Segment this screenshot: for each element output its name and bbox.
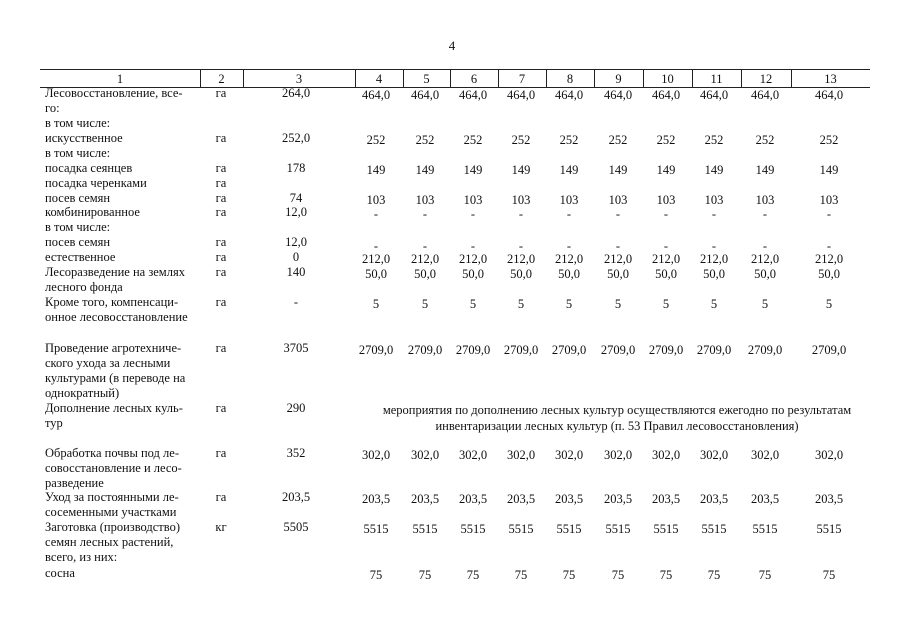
year-value-cell: 212,0 [651,252,681,266]
baseline-value-cell: 12,0 [285,205,307,219]
year-value-cell: 5 [614,297,622,311]
year-value-cell: 5 [372,297,380,311]
year-value-cell: 252 [463,133,483,147]
year-value-cell: 149 [704,163,724,177]
row-label: Заготовка (производство) [45,520,181,534]
year-value-cell: 212,0 [554,252,584,266]
year-value-cell: 50,0 [414,267,436,281]
year-value-cell: 212,0 [603,252,633,266]
year-value-cell: 203,5 [750,492,780,506]
year-value-cell: 212,0 [410,252,440,266]
year-value-cell: 5 [761,297,769,311]
year-value-cell: 75 [418,568,432,582]
year-value-cell: 302,0 [361,448,391,462]
year-value-cell: 149 [511,163,531,177]
year-value-cell: 103 [608,193,628,207]
year-value-cell: 2709,0 [747,343,783,357]
year-value-cell: 75 [562,568,576,582]
year-value-cell: 5 [565,297,573,311]
year-value-cell: 75 [822,568,836,582]
year-value-cell: 5 [710,297,718,311]
baseline-value-cell: 252,0 [281,131,311,145]
year-value-cell: 2709,0 [696,343,732,357]
row-label: в том числе: [45,146,111,160]
row-label: искусственное [45,131,123,145]
year-value-cell: 2709,0 [358,343,394,357]
year-value-cell: 252 [608,133,628,147]
year-value-cell: 464,0 [506,88,536,102]
year-value-cell: 5515 [460,522,486,536]
year-value-cell: 2709,0 [811,343,847,357]
header-column-divider [450,69,451,87]
baseline-value-cell: 140 [286,265,306,279]
year-value-cell: 5 [825,297,833,311]
year-value-cell: - [711,239,717,253]
header-column-divider [791,69,792,87]
row-label: комбинированное [45,205,140,219]
baseline-value-cell: 3705 [283,341,309,355]
row-label: посев семян [45,235,111,249]
year-value-cell: 203,5 [458,492,488,506]
row-label: посадка сеянцев [45,161,133,175]
year-value-cell: - [762,207,768,221]
year-value-cell: 252 [366,133,386,147]
column-header-13: 13 [824,72,837,86]
unit-cell: га [215,490,227,504]
column-header-8: 8 [566,72,574,86]
year-value-cell: 203,5 [603,492,633,506]
year-value-cell: 203,5 [410,492,440,506]
year-value-cell: 103 [366,193,386,207]
column-header-1: 1 [116,72,124,86]
year-value-cell: 2709,0 [455,343,491,357]
baseline-value-cell: 203,5 [281,490,311,504]
year-value-cell: 149 [366,163,386,177]
year-value-cell: 50,0 [365,267,387,281]
year-value-cell: - [518,207,524,221]
year-value-cell: 464,0 [750,88,780,102]
year-value-cell: 103 [559,193,579,207]
year-value-cell: - [711,207,717,221]
year-value-cell: 103 [704,193,724,207]
year-value-cell: 302,0 [651,448,681,462]
unit-cell: га [215,446,227,460]
year-value-cell: 5515 [605,522,631,536]
column-header-3: 3 [295,72,303,86]
year-value-cell: 2709,0 [600,343,636,357]
year-value-cell: - [373,239,379,253]
unit-cell: кг [215,520,227,534]
row-label: Уход за постоянными ле- [45,490,179,504]
row-label: однократный) [45,386,120,400]
year-value-cell: 252 [415,133,435,147]
row-label: онное лесовосстановление [45,310,188,324]
year-value-cell: 149 [559,163,579,177]
year-value-cell: 50,0 [754,267,776,281]
header-column-divider [200,69,201,87]
year-value-cell: 252 [656,133,676,147]
year-value-cell: 50,0 [462,267,484,281]
year-value-cell: 464,0 [699,88,729,102]
year-value-cell: 75 [369,568,383,582]
baseline-value-cell: 264,0 [281,86,311,100]
row-label: Проведение агротехниче- [45,341,182,355]
year-value-cell: - [470,207,476,221]
year-value-cell: - [373,207,379,221]
year-value-cell: 302,0 [699,448,729,462]
row-label: семян лесных растений, [45,535,174,549]
column-header-12: 12 [759,72,773,86]
row-label: го: [45,101,60,115]
merged-note-cell: мероприятия по дополнению лесных культур осуществляются ежегодно по результатам инвентаризации лесных культур (п. 53 Правил лесовосстановления) [382,403,852,433]
year-value-cell: 5 [421,297,429,311]
year-value-cell: 252 [819,133,839,147]
row-label: сосеменными участками [45,505,177,519]
row-label: культурами (в переводе на [45,371,186,385]
column-header-11: 11 [710,72,723,86]
year-value-cell: 75 [707,568,721,582]
header-column-divider [643,69,644,87]
year-value-cell: 302,0 [506,448,536,462]
year-value-cell: 212,0 [458,252,488,266]
year-value-cell: 252 [559,133,579,147]
baseline-value-cell: 290 [286,401,306,415]
column-header-6: 6 [470,72,478,86]
year-value-cell: - [663,207,669,221]
header-column-divider [498,69,499,87]
year-value-cell: 464,0 [814,88,844,102]
header-column-divider [243,69,244,87]
year-value-cell: 464,0 [410,88,440,102]
year-value-cell: - [422,207,428,221]
column-header-2: 2 [218,72,225,86]
year-value-cell: 252 [755,133,775,147]
year-value-cell: - [566,239,572,253]
unit-cell: га [215,191,227,205]
year-value-cell: 464,0 [603,88,633,102]
year-value-cell: 149 [656,163,676,177]
year-value-cell: 149 [608,163,628,177]
year-value-cell: 103 [656,193,676,207]
unit-cell: га [215,176,227,190]
year-value-cell: 203,5 [699,492,729,506]
year-value-cell: 50,0 [558,267,580,281]
year-value-cell: 75 [758,568,772,582]
unit-cell: га [215,131,227,145]
row-label: сосна [45,566,75,580]
year-value-cell: - [470,239,476,253]
year-value-cell: 203,5 [554,492,584,506]
row-label: естественное [45,250,116,264]
year-value-cell: 252 [511,133,531,147]
year-value-cell: 50,0 [818,267,840,281]
year-value-cell: 50,0 [607,267,629,281]
column-header-4: 4 [375,72,383,86]
year-value-cell: 5515 [816,522,842,536]
year-value-cell: 212,0 [750,252,780,266]
year-value-cell: 302,0 [554,448,584,462]
year-value-cell: - [615,207,621,221]
year-value-cell: - [663,239,669,253]
year-value-cell: 75 [466,568,480,582]
row-label: посадка черенками [45,176,147,190]
year-value-cell: 103 [819,193,839,207]
row-label: лесного фонда [45,280,123,294]
row-label: совосстановление и лесо- [45,461,182,475]
row-label: разведение [45,476,104,490]
year-value-cell: 464,0 [361,88,391,102]
year-value-cell: 149 [463,163,483,177]
year-value-cell: 302,0 [814,448,844,462]
column-header-10: 10 [661,72,674,86]
column-header-9: 9 [615,72,622,86]
row-label: Лесоразведение на землях [45,265,185,279]
year-value-cell: 103 [755,193,775,207]
year-value-cell: 149 [755,163,775,177]
year-value-cell: 2709,0 [648,343,684,357]
year-value-cell: 5515 [412,522,438,536]
year-value-cell: 252 [704,133,724,147]
row-label: посев семян [45,191,111,205]
year-value-cell: 103 [511,193,531,207]
year-value-cell: 302,0 [603,448,633,462]
year-value-cell: 5515 [701,522,727,536]
year-value-cell: 2709,0 [503,343,539,357]
header-column-divider [741,69,742,87]
year-value-cell: 75 [611,568,625,582]
year-value-cell: 149 [415,163,435,177]
baseline-value-cell: 352 [286,446,306,460]
year-value-cell: 464,0 [651,88,681,102]
year-value-cell: 203,5 [506,492,536,506]
unit-cell: га [215,235,227,249]
year-value-cell: 5515 [363,522,389,536]
header-column-divider [546,69,547,87]
year-value-cell: 5515 [752,522,778,536]
header-column-divider [355,69,356,87]
baseline-value-cell: 74 [289,191,303,205]
year-value-cell: 5515 [653,522,679,536]
header-column-divider [403,69,404,87]
year-value-cell: 302,0 [750,448,780,462]
header-column-divider [594,69,595,87]
year-value-cell: 103 [463,193,483,207]
year-value-cell: 302,0 [458,448,488,462]
year-value-cell: 212,0 [699,252,729,266]
row-label: в том числе: [45,220,111,234]
year-value-cell: 5 [469,297,477,311]
year-value-cell: - [762,239,768,253]
year-value-cell: 50,0 [655,267,677,281]
year-value-cell: 203,5 [361,492,391,506]
year-value-cell: - [422,239,428,253]
year-value-cell: 5515 [508,522,534,536]
year-value-cell: 50,0 [510,267,532,281]
row-label: ского ухода за лесными [45,356,171,370]
year-value-cell: - [615,239,621,253]
column-header-5: 5 [423,72,430,86]
year-value-cell: 75 [659,568,673,582]
year-value-cell: 2709,0 [407,343,443,357]
year-value-cell: 203,5 [651,492,681,506]
year-value-cell: 212,0 [814,252,844,266]
row-label: Обработка почвы под ле- [45,446,179,460]
year-value-cell: 5 [662,297,670,311]
year-value-cell: 212,0 [506,252,536,266]
year-value-cell: 203,5 [814,492,844,506]
year-value-cell: 212,0 [361,252,391,266]
unit-cell: га [215,265,227,279]
year-value-cell: - [566,207,572,221]
row-label: Лесовосстановление, все- [45,86,183,100]
year-value-cell: - [826,207,832,221]
row-label: всего, из них: [45,550,118,564]
baseline-value-cell: - [293,295,299,309]
header-column-divider [692,69,693,87]
baseline-value-cell: 12,0 [285,235,307,249]
year-value-cell: - [518,239,524,253]
year-value-cell: 50,0 [703,267,725,281]
year-value-cell: 149 [819,163,839,177]
baseline-value-cell: 5505 [283,520,309,534]
year-value-cell: 5 [517,297,525,311]
unit-cell: га [215,205,227,219]
row-label: тур [45,416,63,430]
unit-cell: га [215,401,227,415]
unit-cell: га [215,295,227,309]
year-value-cell: 103 [415,193,435,207]
baseline-value-cell: 178 [286,161,306,175]
year-value-cell: - [826,239,832,253]
unit-cell: га [215,250,227,264]
year-value-cell: 5515 [556,522,582,536]
year-value-cell: 75 [514,568,528,582]
baseline-value-cell: 0 [292,250,300,264]
row-label: Кроме того, компенсаци- [45,295,179,309]
header-top-rule [40,69,870,70]
column-header-7: 7 [518,72,526,86]
page-number: 4 [448,38,456,53]
unit-cell: га [215,161,227,175]
unit-cell: га [215,86,227,100]
row-label: в том числе: [45,116,111,130]
year-value-cell: 464,0 [554,88,584,102]
year-value-cell: 2709,0 [551,343,587,357]
row-label: Дополнение лесных куль- [45,401,183,415]
year-value-cell: 302,0 [410,448,440,462]
year-value-cell: 464,0 [458,88,488,102]
unit-cell: га [215,341,227,355]
